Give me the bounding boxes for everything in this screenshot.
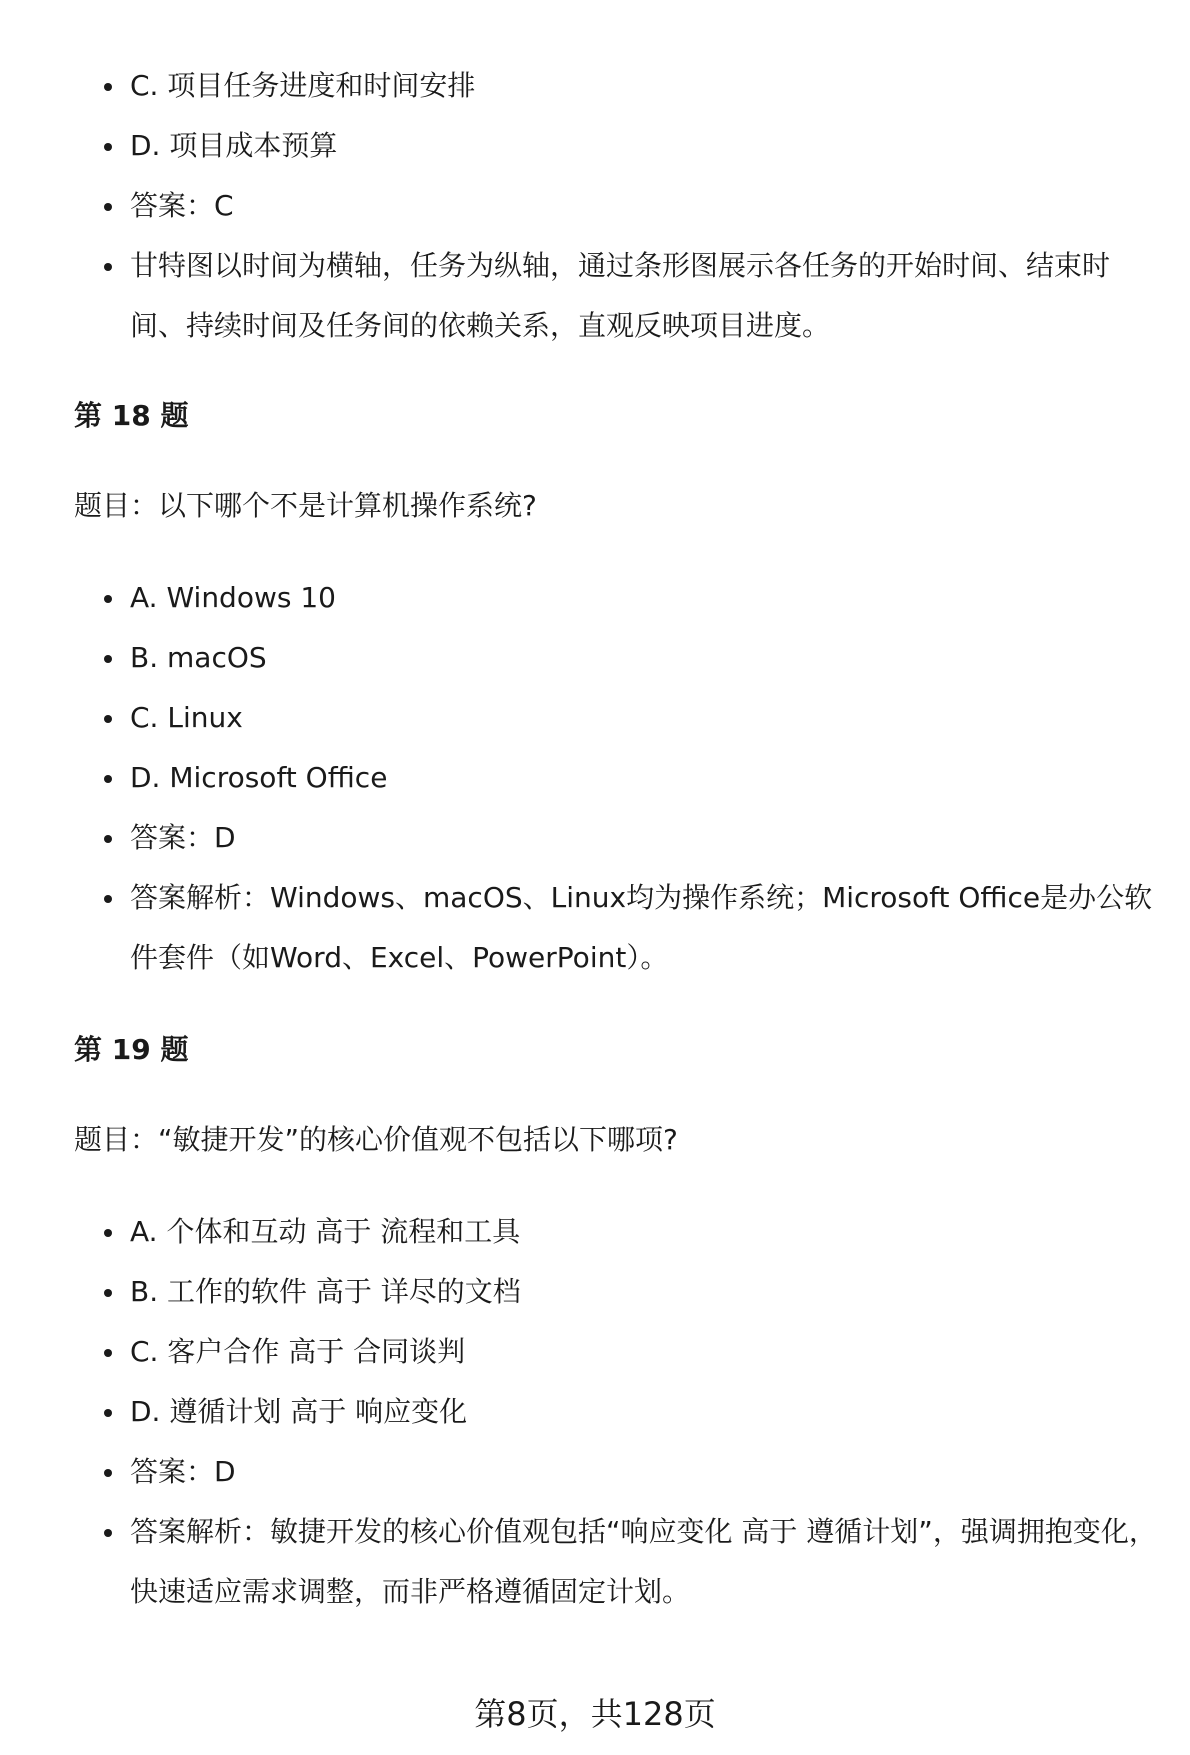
q19-heading: 第 19 题 <box>74 1033 189 1066</box>
q18-answer: 答案：D <box>0 808 1190 868</box>
q19-answer: 答案：D <box>0 1442 1190 1502</box>
q19-option-c: C. 客户合作 高于 合同谈判 <box>0 1322 1190 1382</box>
option-c: C. 项目任务进度和时间安排 <box>0 56 1190 116</box>
q18-option-a: A. Windows 10 <box>0 568 1190 628</box>
answer: 答案：C <box>0 176 1190 236</box>
q19-explanation: 答案解析：敏捷开发的核心价值观包括“响应变化 高于 遵循计划”，强调拥抱变化，快速适应需求调整，而非严格遵循固定计划。 <box>0 1502 1190 1622</box>
q19-options-list <box>0 1202 1190 1622</box>
q18-option-b: B. macOS <box>0 628 1190 688</box>
option-d: D. 项目成本预算 <box>0 116 1190 176</box>
answer-explanation: 甘特图以时间为横轴，任务为纵轴，通过条形图展示各任务的开始时间、结束时间、持续时间及任务间的依赖关系，直观反映项目进度。 <box>0 236 1190 356</box>
q18-heading: 第 18 题 <box>74 399 189 432</box>
q19-option-d: D. 遵循计划 高于 响应变化 <box>0 1382 1190 1442</box>
q18-options-list <box>0 568 1190 988</box>
q18-question: 题目：以下哪个不是计算机操作系统? <box>74 489 537 522</box>
page-number: 第8页，共128页 <box>474 1695 716 1733</box>
q19-option-a: A. 个体和互动 高于 流程和工具 <box>0 1202 1190 1262</box>
q17-options-list <box>0 56 1190 356</box>
q19-option-b: B. 工作的软件 高于 详尽的文档 <box>0 1262 1190 1322</box>
q18-explanation: 答案解析：Windows、macOS、Linux均为操作系统；Microsoft Office是办公软件套件（如Word、Excel、PowerPoint）。 <box>0 868 1190 988</box>
q18-option-d: D. Microsoft Office <box>0 748 1190 808</box>
q18-option-c: C. Linux <box>0 688 1190 748</box>
q19-question: 题目：“敏捷开发”的核心价值观不包括以下哪项? <box>74 1123 678 1156</box>
